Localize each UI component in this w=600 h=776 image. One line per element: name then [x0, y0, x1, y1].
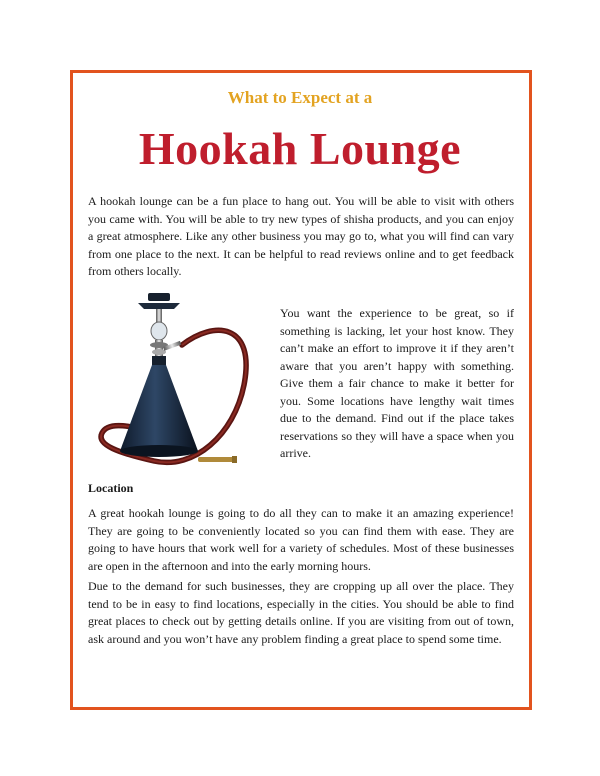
section-heading-location: Location [88, 481, 134, 495]
hookah-illustration [94, 285, 276, 475]
intro-paragraph: A hookah lounge can be a fun place to hang out. You will be able to visit with others you came with. You will be able to try new types of shisha products, and you can enjoy a great atmosphere. Like any other business you may go to, what you will find can vary from one place to the next. It can be helpful to read reviews online and to get feedback from others locally. [88, 194, 514, 278]
location-paragraph-1: A great hookah lounge is going to do all they can to make it an amazing experience! They are going to be conveniently located so you can find them with ease. They are going to have hours that work well for a variety of schedules. Most of these businesses are open in the afternoon and into the early morning hours. [88, 506, 514, 573]
page-subtitle: What to Expect at a [227, 88, 373, 107]
page-title: Hookah Lounge [138, 123, 462, 174]
side-paragraph: You want the experience to be great, so if something is lacking, let your host know. They can’t make an effort to improve it if they aren’t aware that you aren’t happy with something. Give them a fair chance to make it better for you. Some locations have lengthy wait times due to the demand. Find out if the place takes reservations so they will have a space when you arrive. [280, 306, 514, 460]
location-paragraph-2: Due to the demand for such businesses, they are cropping up all over the place. They tend to be in easy to find locations, especially in the cities. You should be able to find great places to check out by getting details online. If you are visiting from out of town, ask around and you won’t have any problem finding a great place to spend some time. [88, 579, 514, 646]
